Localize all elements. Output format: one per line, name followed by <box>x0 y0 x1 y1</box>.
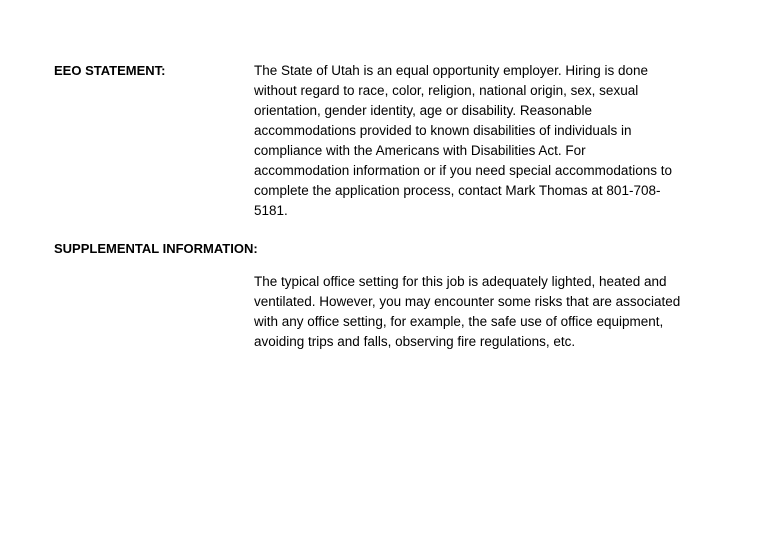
eeo-line: accommodation information or if you need special accommodations to <box>254 163 672 178</box>
eeo-line: 5181. <box>254 203 288 218</box>
eeo-line: orientation, gender identity, age or disability. Reasonable <box>254 103 592 118</box>
supplemental-line: with any office setting, for example, the safe use of office equipment, <box>254 314 664 329</box>
eeo-statement-label: EEO STATEMENT: <box>54 63 166 78</box>
eeo-line: without regard to race, color, religion, national origin, sex, sexual <box>254 83 639 98</box>
supplemental-line: avoiding trips and falls, observing fire regulations, etc. <box>254 334 576 349</box>
eeo-line: complete the application process, contact Mark Thomas at 801-708- <box>254 183 661 198</box>
supplemental-information-label: SUPPLEMENTAL INFORMATION: <box>54 241 258 256</box>
supplemental-information-text <box>254 272 680 352</box>
eeo-line: accommodations provided to known disabilities of individuals in <box>254 123 632 138</box>
eeo-line: The State of Utah is an equal opportunity employer. Hiring is done <box>254 63 648 78</box>
eeo-line: compliance with the Americans with Disabilities Act. For <box>254 143 586 158</box>
eeo-statement-text <box>254 61 672 221</box>
supplemental-line: ventilated. However, you may encounter some risks that are associated <box>254 294 681 309</box>
supplemental-line: The typical office setting for this job is adequately lighted, heated and <box>254 274 667 289</box>
